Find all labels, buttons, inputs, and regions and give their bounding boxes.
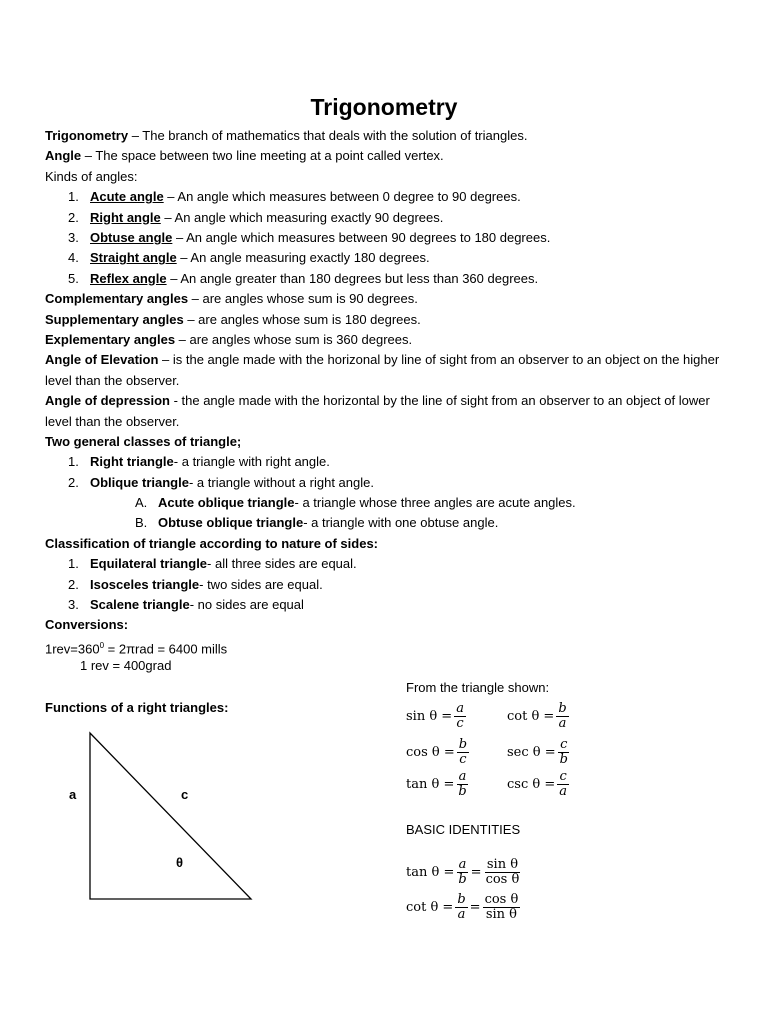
list-item: 1. Right triangle- a triangle with right angle. xyxy=(68,454,330,470)
list-item: 3. Scalene triangle- no sides are equal xyxy=(68,597,304,613)
angle-theta-label: θ xyxy=(176,855,184,870)
formulas-column xyxy=(406,680,746,922)
definition-explementary: Explementary angles – are angles whose sum is 360 degrees. xyxy=(45,331,413,347)
list-item: A. Acute oblique triangle- a triangle whose three angles are acute angles. xyxy=(135,495,576,511)
definition-text: – The branch of mathematics that deals with the solution of triangles. xyxy=(128,128,528,143)
classes-heading: Two general classes of triangle; xyxy=(45,433,242,449)
csc-formula: csc θ = $\frac{c}{a}$ xyxy=(507,769,567,799)
list-item: 1. Equilateral triangle- all three sides are equal. xyxy=(68,556,357,572)
definition-text: – The space between two line meeting at a point called vertex. xyxy=(81,148,444,164)
list-item: 2. Right angle – An angle which measuring exactly 90 degrees. xyxy=(68,209,444,225)
side-a-label: a xyxy=(69,787,77,802)
list-item: 2. Isosceles triangle- two sides are equal. xyxy=(68,576,323,592)
sides-heading: Classification of triangle according to nature of sides: xyxy=(45,535,378,551)
side-c-label: c xyxy=(181,787,189,802)
tan-formula: tan θ = $\frac{a}{b}$ xyxy=(406,769,467,799)
triangle-shape xyxy=(90,733,251,899)
term: Trigonometry xyxy=(45,128,129,143)
list-item: B. Obtuse oblique triangle- a triangle with one obtuse angle. xyxy=(135,515,499,531)
definition-trigonometry xyxy=(45,126,735,146)
definition-angle xyxy=(45,146,735,166)
cos-formula: cos θ = $\frac{b}{c}$ xyxy=(406,737,468,767)
conversion-line: $1rev=360^0 = 2\pi rad = 6400$ mills xyxy=(45,640,228,657)
definition-depression: Angle of depression - the angle made with the horizontal by the line of sight from an observer to an object of lower level than the observer. xyxy=(45,393,710,429)
definition-elevation: Angle of Elevation – is the angle made with the horizonal by line of sight from an observer to an object on the higher level than the observer. xyxy=(45,352,720,388)
sec-formula: sec θ = $\frac{c}{b}$ xyxy=(507,737,568,767)
conversion-line: 1 rev = 400grad xyxy=(80,658,172,674)
list-item: 5. Reflex angle – An angle greater than 180 degrees but less than 360 degrees. xyxy=(68,270,539,286)
functions-title: Functions of a right triangles: xyxy=(45,700,229,715)
list-item: 1. Acute angle – An angle which measures between 0 degree to 90 degrees. xyxy=(68,189,521,205)
list-item: 4. Straight angle – An angle measuring exactly 180 degrees. xyxy=(68,250,430,266)
definition-complementary: Complementary angles – are angles whose sum is 90 degrees. xyxy=(45,291,418,307)
term: Angle xyxy=(45,148,82,164)
cot-formula: cot θ = $\frac{b}{a}$ xyxy=(507,701,567,731)
from-triangle-caption: From the triangle shown: xyxy=(406,680,550,695)
list-item: 3. Obtuse angle – An angle which measures between 90 degrees to 180 degrees. xyxy=(68,229,551,245)
right-triangle-diagram xyxy=(55,725,265,910)
basic-identities-title: BASIC IDENTITIES xyxy=(406,822,521,837)
conversions-heading: Conversions: xyxy=(45,617,129,633)
cot-identity: cot θ = $\frac{b}{a}$ = $\frac{\text{cos θ}}{\text{sin θ}}$ xyxy=(406,892,519,922)
kinds-heading: Kinds of angles: xyxy=(45,168,138,184)
list-item: 2. Oblique triangle- a triangle without a right angle. xyxy=(68,474,374,490)
definition-supplementary: Supplementary angles – are angles whose sum is 180 degrees. xyxy=(45,311,421,327)
sin-formula: sin θ = $\frac{a}{c}$ xyxy=(406,701,464,731)
tan-identity: tan θ = $\frac{a}{b}$ = $\frac{\text{sin θ}}{\text{cos θ}}$ xyxy=(406,857,520,887)
notes-body xyxy=(45,126,735,677)
page-title: Trigonometry xyxy=(310,94,458,120)
